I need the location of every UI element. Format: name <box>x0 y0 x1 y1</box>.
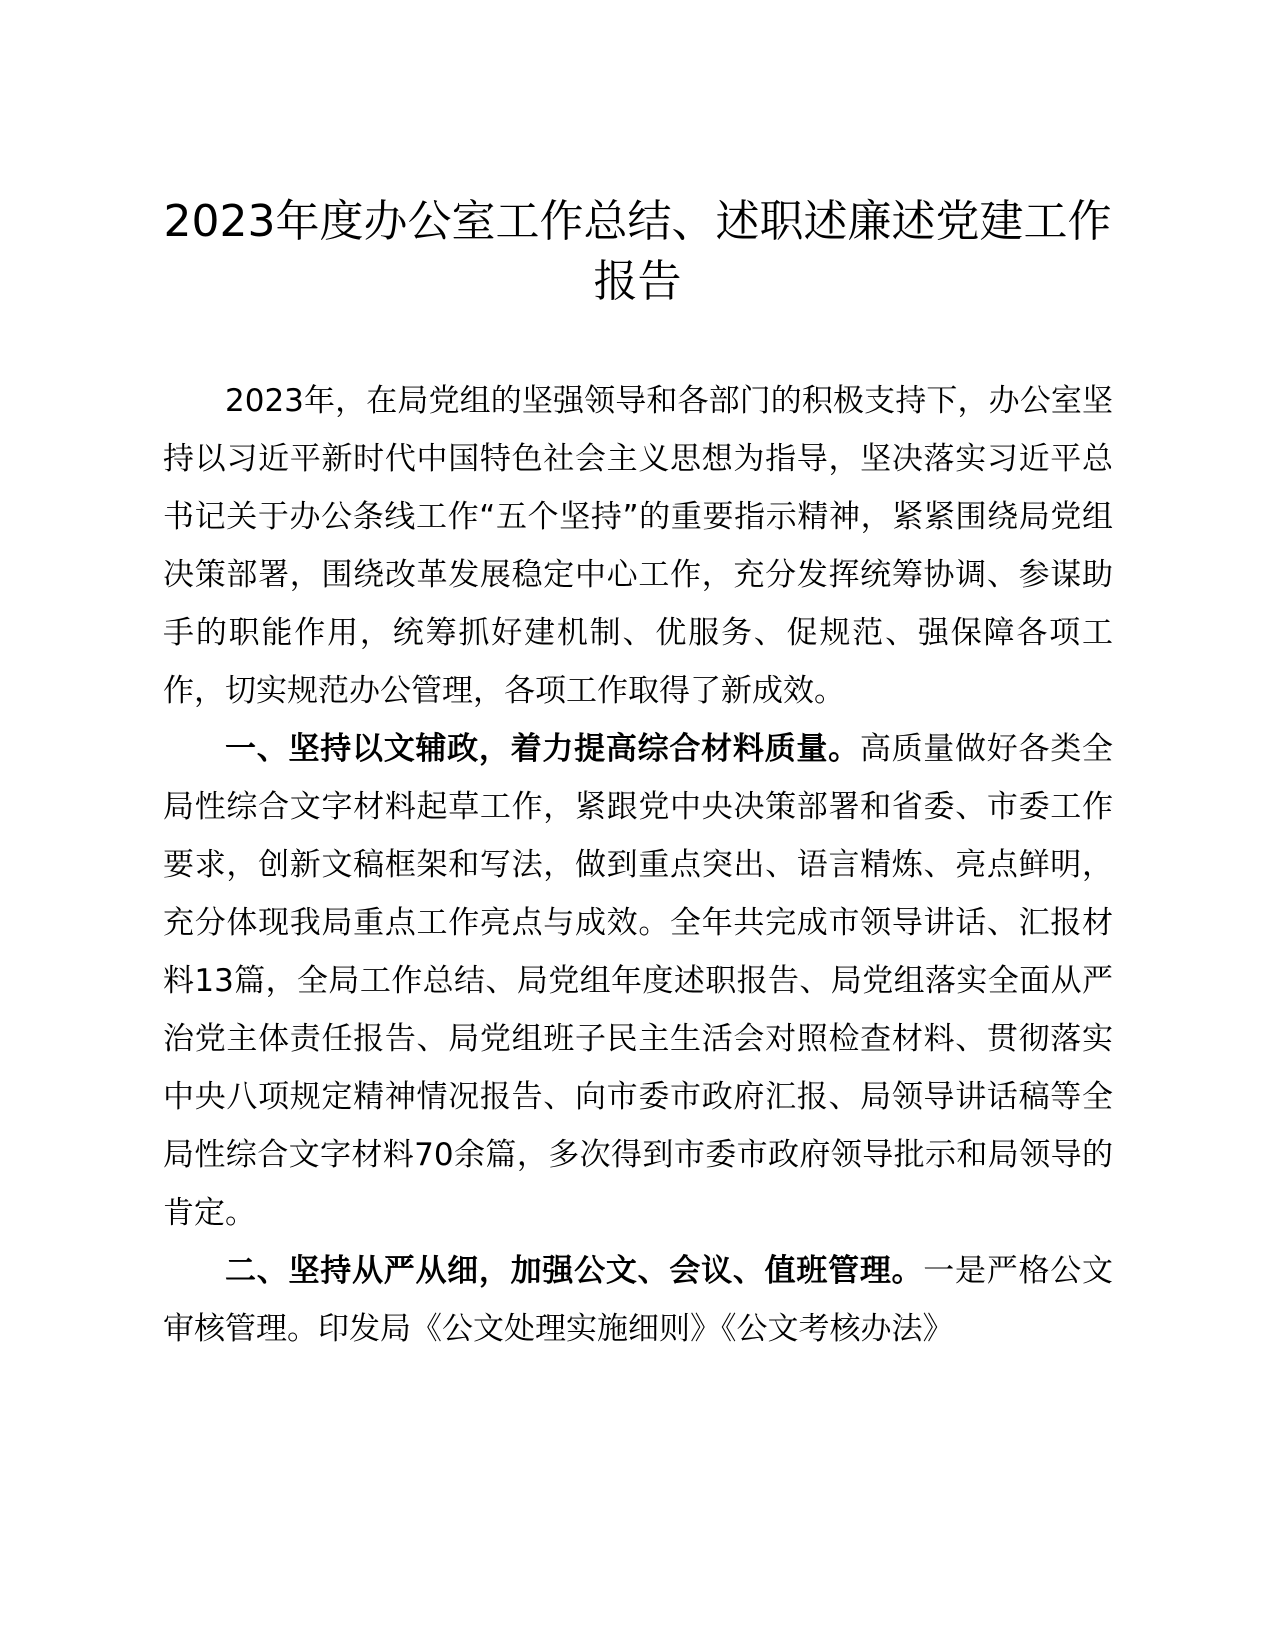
paragraph-lead: 二、坚持从严从细，加强公文、会议、值班管理。 <box>225 1253 924 1289</box>
paragraph-section-2 <box>163 1242 1113 1358</box>
paragraph-text: 高质量做好各类全局性综合文字材料起草工作，紧跟党中央决策部署和省委、市委工作要求，创新文稿框架和写法，做到重点突出、语言精炼、亮点鲜明，充分体现我局重点工作亮点与成效。全年共完成市领导讲话、汇报材料13篇，全局工作总结、局党组年度述职报告、局党组落实全面从严治党主体责任报告、局党组班子民主生活会对照检查材料、贯彻落实中央八项规定精神情况报告、向市委市政府汇报、局领导讲话稿等全局性综合文字材料70余篇，多次得到市委市政府领导批示和局领导的肯定。 <box>163 731 1114 1231</box>
paragraph-section-1 <box>163 720 1113 1242</box>
paragraph-intro <box>163 372 1113 720</box>
paragraph-text: 一是严格公文审核管理。印发局《公文处理实施细则》《公文考核办法》 <box>163 1253 1113 1347</box>
paragraph-lead: 一、坚持以文辅政，着力提高综合材料质量。 <box>225 731 860 767</box>
document-body <box>163 372 1113 1358</box>
document-title: 2023年度办公室工作总结、述职述廉述党建工作报告 <box>163 196 1112 307</box>
paragraph-text: 2023年，在局党组的坚强领导和各部门的积极支持下，办公室坚持以习近平新时代中国特色社会主义思想为指导，坚决落实习近平总书记关于办公条线工作“五个坚持”的重要指示精神，紧紧围绕局党组决策部署，围绕改革发展稳定中心工作，充分发挥统筹协调、参谋助手的职能作用，统筹抓好建机制、优服务、促规范、强保障各项工作，切实规范办公管理，各项工作取得了新成效。 <box>163 383 1113 709</box>
